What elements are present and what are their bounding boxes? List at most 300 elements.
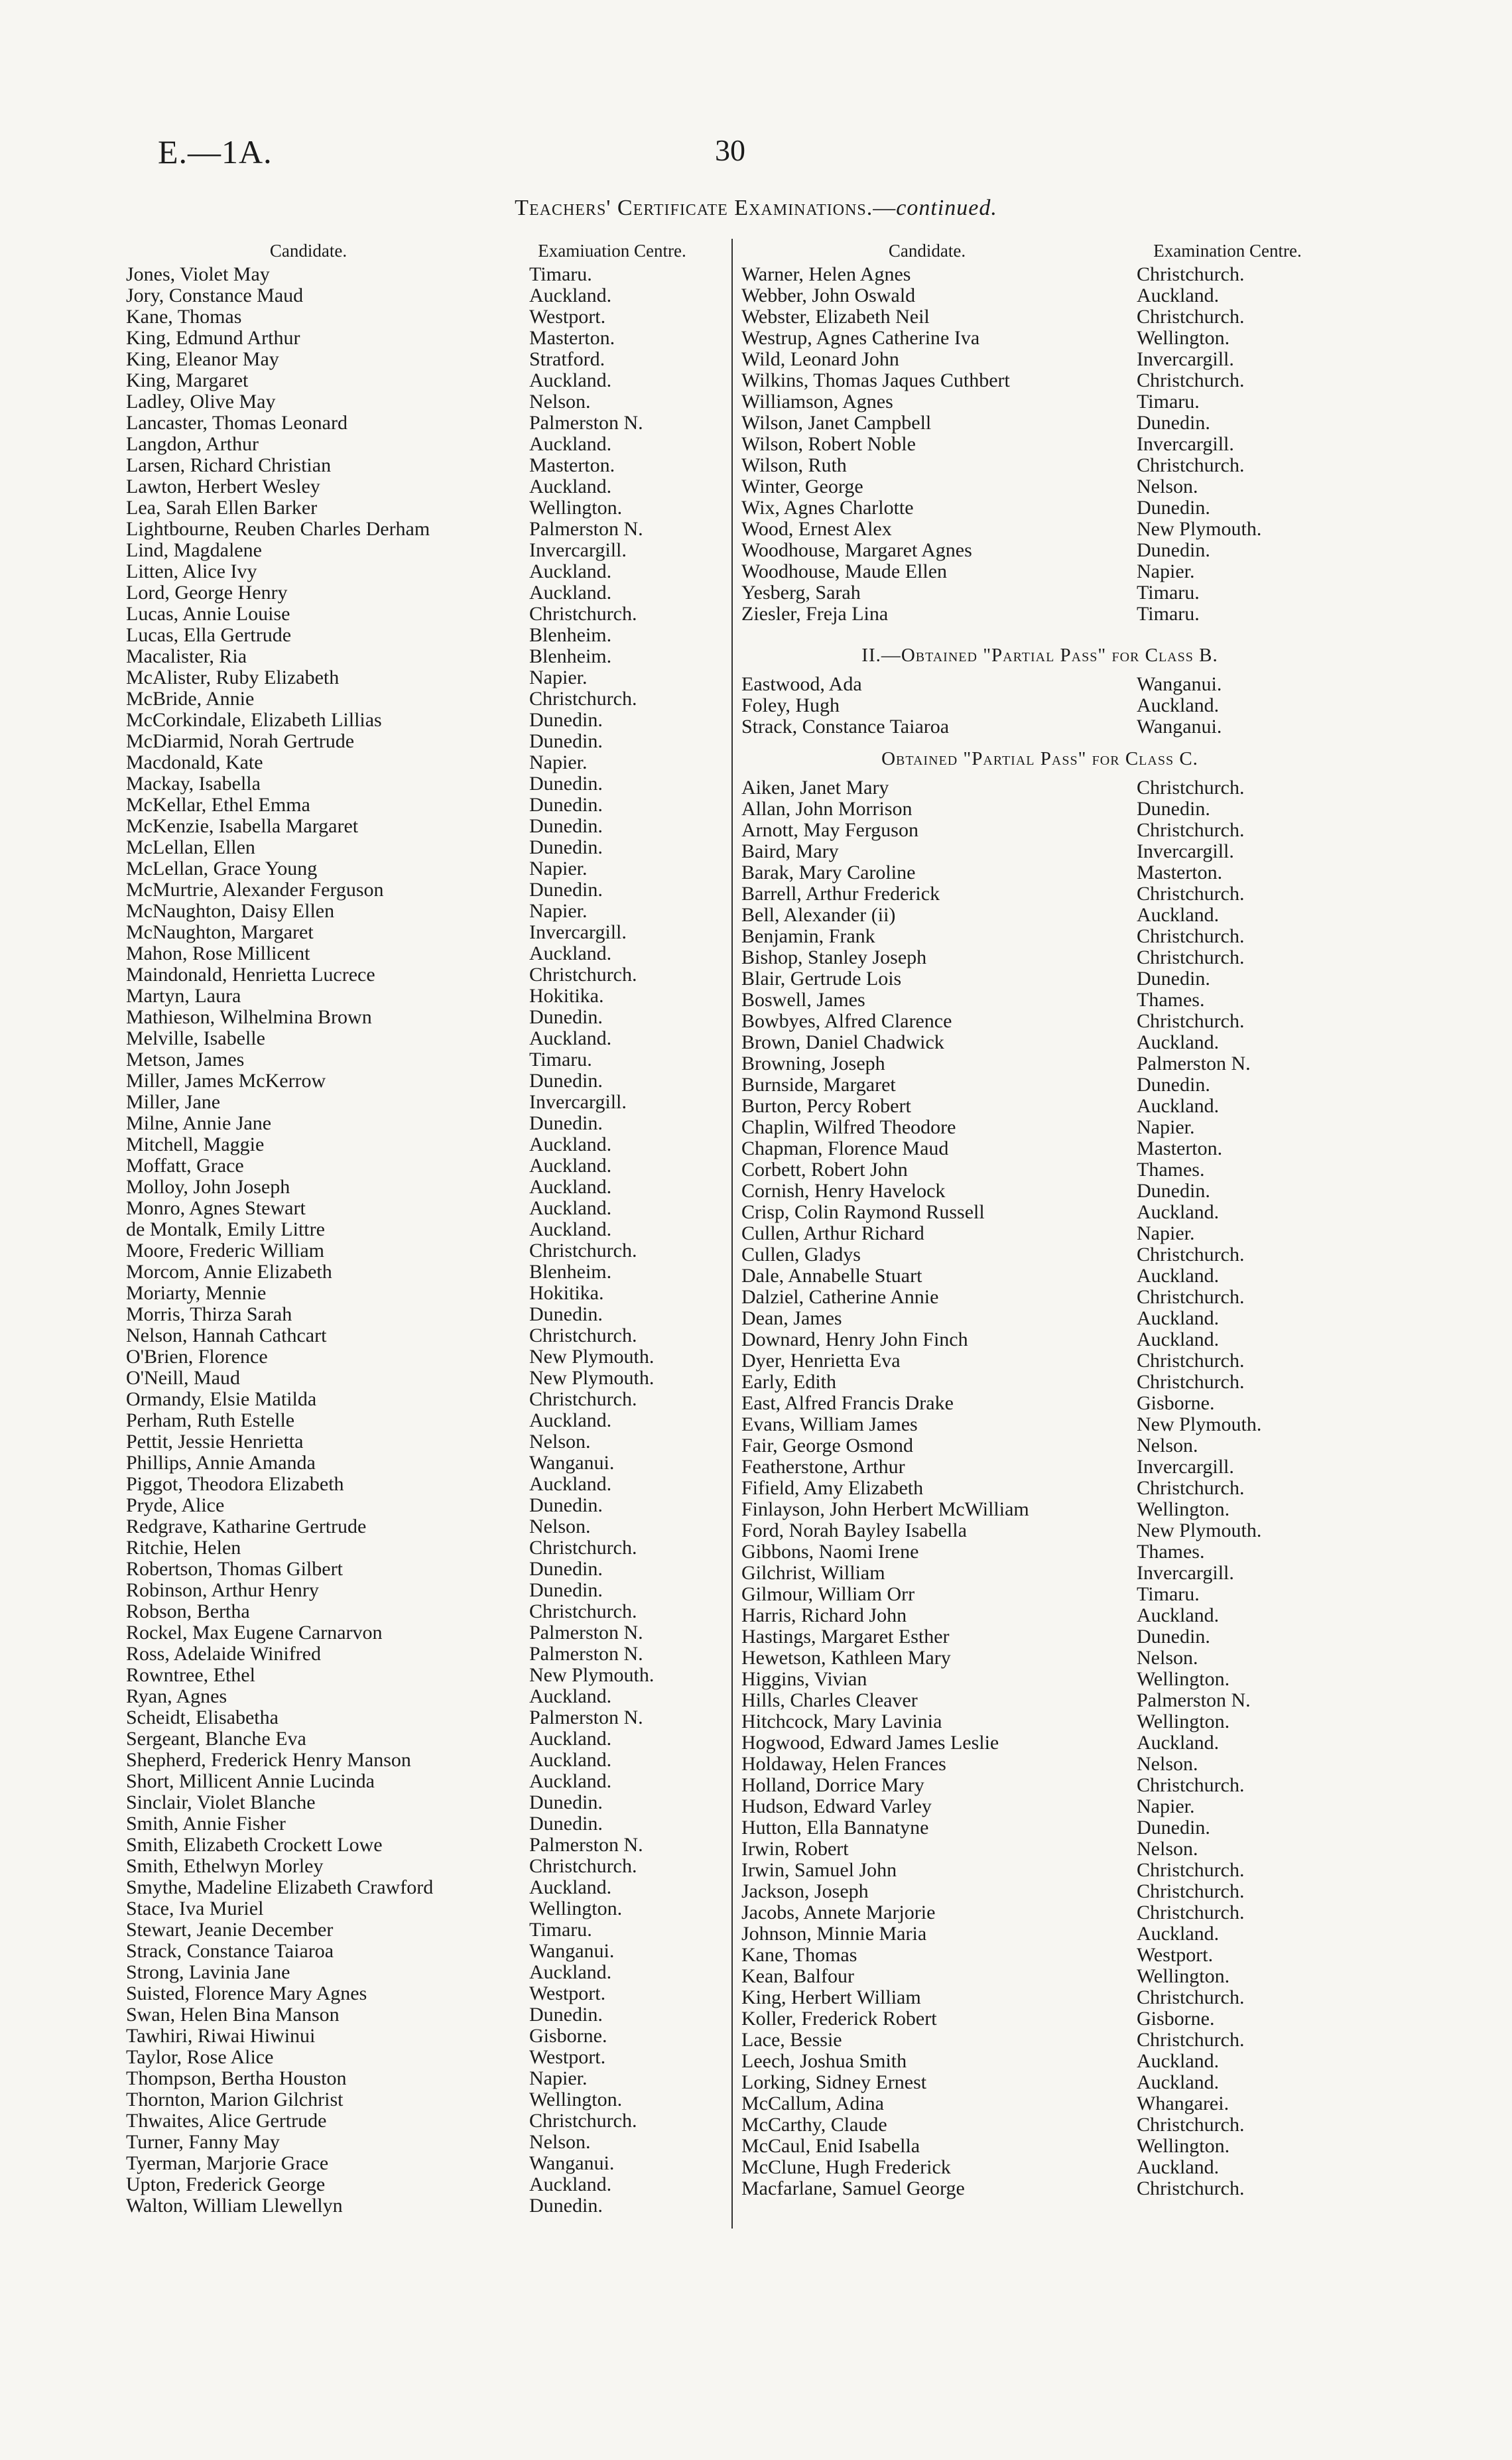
candidate-row (741, 1817, 1338, 1839)
candidate-row (126, 1516, 736, 1537)
examination-centre: Hokitika. (529, 1282, 604, 1304)
candidate-row (741, 1181, 1338, 1202)
candidate-name: Strong, Lavinia Jane (126, 1962, 290, 1983)
examination-centre: Thames. (1137, 1541, 1205, 1563)
examination-centre: Wellington. (529, 2089, 623, 2110)
candidate-name: Perham, Ruth Estelle (126, 1410, 295, 1431)
examination-centre: Dunedin. (529, 1112, 603, 1134)
candidate-name: Hutton, Ella Bannatyne (741, 1817, 929, 1839)
candidate-name: McCaul, Enid Isabella (741, 2136, 920, 2157)
examination-centre: Wanganui. (529, 1940, 615, 1962)
candidate-row (126, 1813, 736, 1835)
examination-centre: Dunedin. (529, 1791, 603, 1813)
candidate-row (126, 1007, 736, 1028)
candidate-name: Webber, John Oswald (741, 285, 916, 306)
candidate-row (126, 646, 736, 667)
examination-centre: Auckland. (1137, 1923, 1220, 1945)
examination-centre: Palmerston N. (529, 1707, 643, 1728)
examination-centre: Auckland. (1137, 904, 1220, 926)
candidate-row (126, 1325, 736, 1346)
candidate-row (126, 879, 736, 901)
candidate-name: Winter, George (741, 476, 863, 497)
candidate-name: King, Eleanor May (126, 349, 279, 370)
candidate-name: Barak, Mary Caroline (741, 862, 916, 883)
candidate-name: Gilchrist, William (741, 1563, 885, 1584)
examination-centre: Auckland. (529, 942, 612, 964)
candidate-row (741, 1372, 1338, 1393)
candidate-row (741, 695, 1338, 716)
examination-centre: Christchurch. (1137, 369, 1245, 391)
candidate-row (126, 328, 736, 349)
candidate-name: Ross, Adelaide Winifred (126, 1644, 322, 1665)
examination-centre: Dunedin. (529, 879, 603, 901)
examination-centre: Napier. (529, 667, 588, 688)
candidate-name: Cullen, Arthur Richard (741, 1223, 924, 1244)
candidate-name: Swan, Helen Bina Manson (126, 2004, 340, 2026)
examination-centre: Auckland. (529, 1685, 612, 1707)
examination-centre: Napier. (529, 900, 588, 922)
candidate-row (741, 1053, 1338, 1074)
candidate-row (126, 2153, 736, 2174)
candidate-name: Holland, Dorrice Mary (741, 1775, 924, 1796)
candidate-row (741, 2114, 1338, 2136)
candidate-row (126, 2132, 736, 2153)
examination-centre: Dunedin. (529, 836, 603, 858)
candidate-row (741, 2072, 1338, 2093)
candidate-name: Bishop, Stanley Joseph (741, 947, 927, 968)
candidate-name: Sergeant, Blanche Eva (126, 1728, 306, 1750)
candidate-name: Warner, Helen Agnes (741, 264, 911, 285)
candidate-row (126, 837, 736, 858)
candidate-row (741, 1117, 1338, 1138)
examination-centre: Timaru. (529, 263, 592, 285)
candidate-row (741, 1244, 1338, 1265)
candidate-header: Candidate. (888, 241, 966, 261)
examination-centre: Gisborne. (529, 2025, 607, 2047)
title-continued: continued. (896, 196, 997, 220)
examination-centre: Palmerston N. (529, 1622, 643, 1644)
candidate-name: Molloy, John Joseph (126, 1177, 290, 1198)
candidate-row (126, 2110, 736, 2132)
candidate-name: Hills, Charles Cleaver (741, 1690, 918, 1711)
candidate-row (741, 497, 1338, 519)
candidate-row (741, 862, 1338, 883)
candidate-row (741, 841, 1338, 862)
candidate-row (126, 604, 736, 625)
candidate-name: Chaplin, Wilfred Theodore (741, 1117, 956, 1138)
examination-centre: Timaru. (1137, 1583, 1200, 1605)
candidate-name: Shepherd, Frederick Henry Manson (126, 1750, 411, 1771)
examination-centre: Auckland. (529, 1770, 612, 1792)
candidate-row (126, 1580, 736, 1601)
examination-centre: Dunedin. (1137, 798, 1210, 820)
candidate-row (126, 391, 736, 413)
candidate-name: Woodhouse, Maude Ellen (741, 561, 948, 582)
candidate-row (126, 986, 736, 1007)
candidate-name: Baird, Mary (741, 841, 839, 862)
examination-centre: New Plymouth. (1137, 1520, 1262, 1541)
examination-centre: Napier. (1137, 1116, 1195, 1138)
candidate-row (126, 434, 736, 455)
examination-centre: Invercargill. (1137, 1562, 1234, 1584)
examination-centre: Napier. (529, 751, 588, 773)
candidate-row (741, 1754, 1338, 1775)
examination-centre: Nelson. (529, 1431, 591, 1453)
candidate-row (126, 1453, 736, 1474)
candidate-row (126, 1898, 736, 1919)
candidate-name: Metson, James (126, 1049, 245, 1070)
candidate-row (741, 716, 1338, 738)
candidate-name: Strack, Constance Taiaroa (126, 1941, 334, 1962)
candidate-row (126, 1559, 736, 1580)
candidate-row (741, 1732, 1338, 1754)
examination-centre: Masterton. (1137, 1137, 1223, 1159)
candidate-name: Ormandy, Elsie Matilda (126, 1389, 317, 1410)
examination-centre: Auckland. (529, 433, 612, 455)
examination-centre: Auckland. (1137, 1265, 1220, 1287)
candidate-row (126, 752, 736, 773)
examination-centre: Dunedin. (1137, 1074, 1210, 1096)
examination-centre: Wellington. (1137, 1498, 1230, 1520)
examination-centre: Christchurch. (1137, 2029, 1245, 2051)
candidate-row (126, 306, 736, 328)
candidate-name: Wilson, Janet Campbell (741, 413, 932, 434)
examination-centre: Masterton. (1137, 862, 1223, 883)
centre-header: Examination Centre. (1153, 241, 1302, 261)
candidate-row (741, 1520, 1338, 1541)
candidate-row (126, 540, 736, 561)
examination-centre: Auckland. (529, 1876, 612, 1898)
candidate-row (741, 561, 1338, 582)
examination-centre: Whangarei. (1137, 2093, 1229, 2114)
candidate-row (126, 1728, 736, 1750)
candidate-name: Melville, Isabelle (126, 1028, 265, 1049)
candidate-name: Macalister, Ria (126, 646, 247, 667)
candidate-name: Short, Millicent Annie Lucinda (126, 1771, 375, 1792)
page-number: 30 (715, 133, 745, 167)
candidate-row (126, 1262, 736, 1283)
class-c-candidate-list (741, 777, 1338, 2199)
candidate-name: McNaughton, Margaret (126, 922, 314, 943)
page-title (0, 196, 1512, 221)
candidate-row (741, 1987, 1338, 2008)
examination-centre: Palmerston N. (529, 1643, 643, 1665)
candidate-name: McLellan, Ellen (126, 837, 255, 858)
candidate-row (741, 1626, 1338, 1648)
candidate-row (126, 773, 736, 795)
candidate-row (741, 2136, 1338, 2157)
candidate-row (126, 476, 736, 497)
examination-centre: Invercargill. (529, 921, 627, 943)
candidate-name: Lancaster, Thomas Leonard (126, 413, 347, 434)
examination-centre: Auckland. (1137, 2050, 1220, 2072)
examination-centre: Dunedin. (529, 773, 603, 795)
candidate-name: McMurtrie, Alexander Ferguson (126, 879, 384, 901)
candidate-row (126, 922, 736, 943)
examination-centre: Christchurch. (1137, 1286, 1245, 1308)
candidate-name: Fifield, Amy Elizabeth (741, 1478, 924, 1499)
examination-centre: Masterton. (529, 327, 615, 349)
candidate-name: Lawton, Herbert Wesley (126, 476, 320, 497)
candidate-row (126, 1240, 736, 1262)
candidate-name: Holdaway, Helen Frances (741, 1754, 946, 1775)
candidate-row (741, 1032, 1338, 1053)
examination-centre: Gisborne. (1137, 1392, 1215, 1414)
examination-centre: Dunedin. (529, 1813, 603, 1835)
examination-centre: Auckland. (1137, 1732, 1220, 1754)
candidate-name: Ritchie, Helen (126, 1537, 241, 1559)
examination-centre: Wellington. (529, 1898, 623, 1919)
candidate-name: Gibbons, Naomi Irene (741, 1541, 919, 1563)
candidate-name: King, Herbert William (741, 1987, 921, 2008)
candidate-row (741, 1584, 1338, 1605)
candidate-name: McKenzie, Isabella Margaret (126, 816, 359, 837)
candidate-name: Macfarlane, Samuel George (741, 2178, 965, 2199)
examination-centre: Auckland. (529, 560, 612, 582)
candidate-name: Lord, George Henry (126, 582, 288, 604)
candidate-row (741, 1966, 1338, 1987)
examination-centre: Dunedin. (529, 1070, 603, 1092)
right-column (741, 237, 1338, 2199)
examination-centre: Nelson. (529, 2131, 591, 2153)
candidate-name: Yesberg, Sarah (741, 582, 861, 604)
candidate-row (741, 1690, 1338, 1711)
candidate-row (126, 964, 736, 986)
candidate-name: Lace, Bessie (741, 2030, 842, 2051)
examination-centre: Dunedin. (529, 1006, 603, 1028)
candidate-row (741, 1159, 1338, 1181)
candidate-name: Jones, Violet May (126, 264, 270, 285)
candidate-row (741, 1223, 1338, 1244)
examination-centre: Auckland. (529, 582, 612, 604)
examination-centre: Auckland. (529, 2173, 612, 2195)
candidate-row (741, 1457, 1338, 1478)
candidate-row (741, 349, 1338, 370)
candidate-name: Dyer, Henrietta Eva (741, 1350, 901, 1372)
candidate-name: Robinson, Arthur Henry (126, 1580, 319, 1601)
candidate-name: Strack, Constance Taiaroa (741, 716, 950, 738)
title-main: Teachers' Certificate Examinations.— (515, 196, 897, 220)
examination-centre: Christchurch. (529, 603, 637, 625)
candidate-name: Crisp, Colin Raymond Russell (741, 1202, 985, 1223)
candidate-name: Burnside, Margaret (741, 1074, 896, 1096)
candidate-name: Phillips, Annie Amanda (126, 1453, 316, 1474)
candidate-name: McCarthy, Claude (741, 2114, 887, 2136)
examination-centre: Christchurch. (1137, 1880, 1245, 1902)
examination-centre: Dunedin. (529, 709, 603, 731)
examination-centre: Napier. (1137, 1795, 1195, 1817)
section-heading-class-b (741, 634, 1338, 674)
right-column-header (741, 237, 1338, 264)
candidate-row (741, 1202, 1338, 1223)
examination-centre: Christchurch. (529, 688, 637, 710)
candidate-row (741, 1945, 1338, 1966)
candidate-name: Brown, Daniel Chadwick (741, 1032, 944, 1053)
examination-centre: Palmerston N. (1137, 1689, 1251, 1711)
candidate-name: Hastings, Margaret Esther (741, 1626, 950, 1648)
candidate-name: Koller, Frederick Robert (741, 2008, 937, 2030)
candidate-row (126, 370, 736, 391)
candidate-name: McAlister, Ruby Elizabeth (126, 667, 340, 688)
examination-centre: Auckland. (529, 285, 612, 306)
left-column-header (126, 237, 736, 264)
candidate-name: Leech, Joshua Smith (741, 2051, 907, 2072)
candidate-name: Miller, Jane (126, 1092, 221, 1113)
candidate-name: Wild, Leonard John (741, 349, 899, 370)
examination-centre: Dunedin. (1137, 497, 1210, 519)
candidate-row (126, 2004, 736, 2026)
examination-centre: Christchurch. (1137, 2114, 1245, 2136)
candidate-row (126, 1070, 736, 1092)
candidate-row (741, 455, 1338, 476)
candidate-name: Featherstone, Arthur (741, 1457, 905, 1478)
candidate-row (741, 1350, 1338, 1372)
candidate-row (741, 883, 1338, 905)
examination-centre: Invercargill. (1137, 1456, 1234, 1478)
candidate-row (126, 710, 736, 731)
candidate-name: Miller, James McKerrow (126, 1070, 326, 1092)
candidate-name: Lind, Magdalene (126, 540, 262, 561)
candidate-row (741, 968, 1338, 990)
examination-centre: Auckland. (529, 1176, 612, 1198)
candidate-name: Browning, Joseph (741, 1053, 885, 1074)
candidate-name: Woodhouse, Margaret Agnes (741, 540, 972, 561)
examination-centre: Westport. (529, 2046, 606, 2068)
examination-centre: Nelson. (1137, 476, 1198, 497)
candidate-row (741, 1923, 1338, 1945)
examination-centre: Invercargill. (1137, 433, 1234, 455)
examination-centre: Wellington. (1137, 1668, 1230, 1690)
candidate-row (126, 1941, 736, 1962)
examination-centre: Christchurch. (1137, 1774, 1245, 1796)
candidate-row (126, 1644, 736, 1665)
examination-centre: Christchurch. (1137, 306, 1245, 328)
candidate-name: Tawhiri, Riwai Hiwinui (126, 2026, 316, 2047)
left-candidate-list (126, 264, 736, 2217)
candidate-name: Burton, Percy Robert (741, 1096, 911, 1117)
examination-centre: Nelson. (1137, 1838, 1198, 1860)
candidate-name: Wood, Ernest Alex (741, 519, 892, 540)
candidate-name: Hewetson, Kathleen Mary (741, 1648, 951, 1669)
candidate-name: McBride, Annie (126, 688, 255, 710)
examination-centre: Christchurch. (529, 1537, 637, 1559)
candidate-name: McNaughton, Daisy Ellen (126, 901, 335, 922)
candidate-name: de Montalk, Emily Littre (126, 1219, 325, 1240)
candidate-name: Blair, Gertrude Lois (741, 968, 902, 990)
candidate-row (741, 2178, 1338, 2199)
candidate-row (126, 1092, 736, 1113)
candidate-name: Jacobs, Annete Marjorie (741, 1902, 936, 1923)
examination-centre: Christchurch. (1137, 1477, 1245, 1499)
candidate-row (741, 1138, 1338, 1159)
examination-centre: New Plymouth. (529, 1346, 655, 1368)
candidate-name: Lorking, Sidney Ernest (741, 2072, 927, 2093)
candidate-name: Ziesler, Freja Lina (741, 604, 889, 625)
examination-centre: Dunedin. (529, 815, 603, 837)
candidate-name: Benjamin, Frank (741, 926, 875, 947)
candidate-name: Pryde, Alice (126, 1495, 225, 1516)
examination-centre: Wanganui. (529, 1452, 615, 1474)
examination-centre: Napier. (529, 858, 588, 879)
section-heading-class-c (741, 738, 1338, 777)
examination-centre: Hokitika. (529, 985, 604, 1007)
candidate-row (126, 1134, 736, 1155)
candidate-name: Rockel, Max Eugene Carnarvon (126, 1622, 383, 1644)
candidate-row (126, 943, 736, 964)
candidate-row (741, 947, 1338, 968)
page-ref: E.—1A. (158, 133, 273, 170)
examination-centre: Westport. (1137, 1944, 1214, 1966)
left-column (126, 237, 736, 2217)
candidate-name: Nelson, Hannah Cathcart (126, 1325, 327, 1346)
candidate-row (126, 795, 736, 816)
examination-centre: Auckland. (1137, 694, 1220, 716)
candidate-name: Suisted, Florence Mary Agnes (126, 1983, 367, 2004)
candidate-row (741, 674, 1338, 695)
candidate-row (126, 901, 736, 922)
examination-centre: Blenheim. (529, 1261, 612, 1283)
examination-centre: Nelson. (1137, 1435, 1198, 1457)
candidate-name: Hudson, Edward Varley (741, 1796, 932, 1817)
examination-centre: Christchurch. (1137, 819, 1245, 841)
candidate-name: O'Neill, Maud (126, 1368, 241, 1389)
candidate-row (741, 434, 1338, 455)
candidate-row (126, 1346, 736, 1368)
examination-centre: Auckland. (529, 1133, 612, 1155)
candidate-name: Langdon, Arthur (126, 434, 259, 455)
candidate-row (126, 1792, 736, 1813)
candidate-row (126, 2195, 736, 2217)
examination-centre: Wanganui. (1137, 716, 1222, 738)
candidate-row (126, 1856, 736, 1877)
examination-centre: Christchurch. (1137, 263, 1245, 285)
candidate-name: Westrup, Agnes Catherine Iva (741, 328, 980, 349)
candidate-name: Maindonald, Henrietta Lucrece (126, 964, 375, 986)
examination-centre: Westport. (529, 306, 606, 328)
candidate-name: Finlayson, John Herbert McWilliam (741, 1499, 1029, 1520)
examination-centre: Nelson. (1137, 1753, 1198, 1775)
examination-centre: Nelson. (1137, 1647, 1198, 1669)
candidate-row (126, 1962, 736, 1983)
candidate-name: Dalziel, Catherine Annie (741, 1287, 939, 1308)
examination-centre: Christchurch. (1137, 1902, 1245, 1923)
candidate-row (126, 1686, 736, 1707)
candidate-name: Milne, Annie Jane (126, 1113, 272, 1134)
examination-centre: Dunedin. (529, 2004, 603, 2026)
examination-centre: Christchurch. (529, 1325, 637, 1346)
candidate-name: Macdonald, Kate (126, 752, 263, 773)
examination-centre: Palmerston N. (529, 412, 643, 434)
candidate-name: Kane, Thomas (741, 1945, 857, 1966)
candidate-row (741, 799, 1338, 820)
candidate-name: Williamson, Agnes (741, 391, 893, 413)
examination-centre: Wellington. (529, 497, 623, 519)
candidate-row (126, 455, 736, 476)
examination-centre: Napier. (529, 2067, 588, 2089)
candidate-row (126, 1219, 736, 1240)
examination-centre: Dunedin. (1137, 412, 1210, 434)
candidate-name: King, Edmund Arthur (126, 328, 300, 349)
candidate-name: Lightbourne, Reuben Charles Derham (126, 519, 430, 540)
candidate-row (741, 1414, 1338, 1435)
examination-centre: Auckland. (529, 1197, 612, 1219)
examination-centre: Wellington. (1137, 1965, 1230, 1987)
candidate-row (741, 777, 1338, 799)
candidate-name: Stace, Iva Muriel (126, 1898, 264, 1919)
candidate-name: Kane, Thomas (126, 306, 242, 328)
candidate-row (126, 1622, 736, 1644)
candidate-name: Stewart, Jeanie December (126, 1919, 334, 1941)
